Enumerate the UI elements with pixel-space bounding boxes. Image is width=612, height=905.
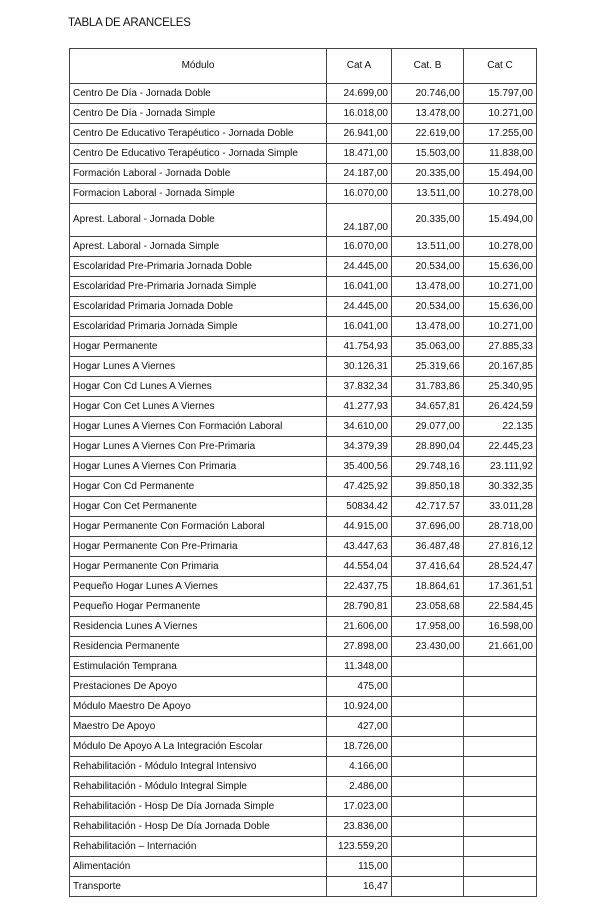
cell-cat-b: 23.430,00 [392,637,464,657]
cell-cat-a: 18.726,00 [327,737,392,757]
cell-modulo: Hogar Con Cet Lunes A Viernes [70,397,327,417]
cell-cat-a: 24.187,00 [327,164,392,184]
cell-cat-a: 18.471,00 [327,144,392,164]
cell-cat-a: 16.041,00 [327,277,392,297]
cell-modulo: Hogar Lunes A Viernes Con Primaria [70,457,327,477]
cell-cat-b: 17.958,00 [392,617,464,637]
cell-cat-b [392,857,464,877]
cell-modulo: Prestaciones De Apoyo [70,677,327,697]
cell-cat-c: 22.445,23 [464,437,537,457]
table-row [70,477,537,497]
cell-cat-a: 23.836,00 [327,817,392,837]
cell-cat-b: 28.890,04 [392,437,464,457]
cell-cat-c [464,677,537,697]
cell-cat-b [392,797,464,817]
table-row [70,517,537,537]
table-row [70,777,537,797]
cell-cat-a: 10.924,00 [327,697,392,717]
cell-cat-c [464,797,537,817]
cell-cat-c [464,777,537,797]
cell-cat-a: 34.610,00 [327,417,392,437]
table-row [70,144,537,164]
cell-cat-a: 34.379,39 [327,437,392,457]
cell-cat-a: 123.559,20 [327,837,392,857]
cell-cat-b: 20.746,00 [392,84,464,104]
cell-cat-b: 20.534,00 [392,257,464,277]
cell-modulo: Hogar Con Cd Permanente [70,477,327,497]
cell-cat-a: 4.166,00 [327,757,392,777]
cell-cat-a: 43.447,63 [327,537,392,557]
table-row [70,457,537,477]
cell-cat-c [464,837,537,857]
cell-modulo: Rehabilitación - Hosp De Día Jornada Simple [70,797,327,817]
cell-cat-a: 475,00 [327,677,392,697]
cell-modulo: Rehabilitación - Módulo Integral Simple [70,777,327,797]
cell-cat-a: 11.348,00 [327,657,392,677]
cell-modulo: Rehabilitación - Módulo Integral Intensivo [70,757,327,777]
cell-modulo: Hogar Permanente Con Pre-Primaria [70,537,327,557]
table-row [70,797,537,817]
cell-cat-b [392,837,464,857]
table-row [70,697,537,717]
cell-cat-a: 44.915,00 [327,517,392,537]
cell-cat-a: 35.400,56 [327,457,392,477]
table-row [70,337,537,357]
cell-cat-a: 37.832,34 [327,377,392,397]
cell-modulo: Hogar Permanente [70,337,327,357]
cell-cat-c [464,717,537,737]
cell-cat-b [392,737,464,757]
cell-cat-c: 30.332,35 [464,477,537,497]
cell-cat-c: 15.797,00 [464,84,537,104]
cell-cat-c: 23.111,92 [464,457,537,477]
cell-cat-a: 50834.42 [327,497,392,517]
cell-cat-b: 20.335,00 [392,164,464,184]
cell-cat-a: 30.126,31 [327,357,392,377]
cell-cat-b [392,817,464,837]
table-row [70,204,537,237]
cell-modulo: Rehabilitación - Hosp De Día Jornada Doble [70,817,327,837]
cell-cat-c: 11.838,00 [464,144,537,164]
cell-cat-a: 16,47 [327,877,392,897]
cell-cat-a: 16.018,00 [327,104,392,124]
cell-modulo: Residencia Lunes A Viernes [70,617,327,637]
cell-modulo: Escolaridad Primaria Jornada Doble [70,297,327,317]
cell-cat-b: 34.657,81 [392,397,464,417]
cell-cat-c: 33.011,28 [464,497,537,517]
cell-cat-b: 13.478,00 [392,317,464,337]
cell-modulo: Formacion Laboral - Jornada Simple [70,184,327,204]
cell-cat-a: 16.070,00 [327,237,392,257]
cell-cat-b [392,717,464,737]
cell-cat-b: 15.503,00 [392,144,464,164]
cell-cat-a: 16.041,00 [327,317,392,337]
cell-cat-b: 20.335,00 [392,204,464,237]
cell-modulo: Pequeño Hogar Permanente [70,597,327,617]
cell-cat-c: 22.135 [464,417,537,437]
cell-modulo: Residencia Permanente [70,637,327,657]
cell-cat-a: 2.486,00 [327,777,392,797]
cell-modulo: Módulo Maestro De Apoyo [70,697,327,717]
cell-modulo: Escolaridad Pre-Primaria Jornada Simple [70,277,327,297]
cell-modulo: Hogar Permanente Con Primaria [70,557,327,577]
cell-cat-a: 28.790,81 [327,597,392,617]
table-row [70,357,537,377]
cell-cat-b: 37.696,00 [392,517,464,537]
cell-cat-a: 44.554,04 [327,557,392,577]
table-row [70,184,537,204]
cell-modulo: Escolaridad Primaria Jornada Simple [70,317,327,337]
cell-cat-c: 28.718,00 [464,517,537,537]
cell-cat-c: 27.816,12 [464,537,537,557]
cell-cat-b [392,757,464,777]
column-header-cat-c: Cat C [464,49,537,84]
cell-cat-a: 47.425,92 [327,477,392,497]
cell-modulo: Maestro De Apoyo [70,717,327,737]
cell-cat-c: 22.584,45 [464,597,537,617]
cell-cat-b: 23.058,68 [392,597,464,617]
table-row [70,757,537,777]
cell-cat-a: 24.187,00 [327,204,392,237]
table-row [70,617,537,637]
cell-cat-b: 13.478,00 [392,104,464,124]
table-row [70,104,537,124]
cell-cat-b: 18.864,61 [392,577,464,597]
table-row [70,597,537,617]
cell-cat-a: 22.437,75 [327,577,392,597]
table-row [70,557,537,577]
cell-modulo: Escolaridad Pre-Primaria Jornada Doble [70,257,327,277]
cell-cat-c: 21.661,00 [464,637,537,657]
cell-cat-b: 29.748,16 [392,457,464,477]
column-header-modulo: Módulo [70,49,327,84]
table-header-row [70,49,537,84]
aranceles-table [69,48,537,897]
cell-cat-a: 27.898,00 [327,637,392,657]
table-row [70,164,537,184]
cell-cat-c [464,737,537,757]
cell-cat-c: 16.598,00 [464,617,537,637]
cell-cat-c [464,857,537,877]
table-row [70,397,537,417]
cell-cat-c: 17.255,00 [464,124,537,144]
table-body [70,84,537,897]
cell-cat-a: 41.754,93 [327,337,392,357]
table-row [70,657,537,677]
cell-cat-c: 26.424,59 [464,397,537,417]
cell-cat-a: 17.023,00 [327,797,392,817]
cell-cat-c: 27.885,33 [464,337,537,357]
table-row [70,637,537,657]
cell-cat-a: 24.445,00 [327,297,392,317]
cell-modulo: Estimulación Temprana [70,657,327,677]
cell-modulo: Hogar Con Cet Permanente [70,497,327,517]
cell-cat-a: 427,00 [327,717,392,737]
cell-modulo: Hogar Lunes A Viernes Con Formación Laboral [70,417,327,437]
cell-modulo: Rehabilitación – Internación [70,837,327,857]
cell-cat-c: 10.278,00 [464,237,537,257]
cell-cat-c: 28.524,47 [464,557,537,577]
cell-modulo: Centro De Educativo Terapéutico - Jornada Simple [70,144,327,164]
cell-cat-c: 10.271,00 [464,317,537,337]
cell-cat-b [392,877,464,897]
cell-cat-b: 22.619,00 [392,124,464,144]
cell-cat-b [392,697,464,717]
cell-modulo: Hogar Lunes A Viernes [70,357,327,377]
table-row [70,737,537,757]
cell-cat-b: 13.511,00 [392,184,464,204]
table-row [70,124,537,144]
cell-cat-b [392,777,464,797]
cell-modulo: Alimentación [70,857,327,877]
cell-cat-c [464,657,537,677]
cell-cat-a: 26.941,00 [327,124,392,144]
table-row [70,417,537,437]
cell-modulo: Aprest. Laboral - Jornada Simple [70,237,327,257]
cell-modulo: Hogar Permanente Con Formación Laboral [70,517,327,537]
cell-cat-b: 39.850,18 [392,477,464,497]
cell-cat-b: 13.478,00 [392,277,464,297]
cell-cat-c: 10.278,00 [464,184,537,204]
table-row [70,257,537,277]
table-row [70,297,537,317]
cell-cat-c: 17.361,51 [464,577,537,597]
cell-cat-b: 20.534,00 [392,297,464,317]
table-row [70,817,537,837]
table-row [70,377,537,397]
page-title: TABLA DE ARANCELES [68,17,191,29]
cell-cat-b: 31.783,86 [392,377,464,397]
cell-cat-c: 15.494,00 [464,164,537,184]
cell-cat-c: 25.340,95 [464,377,537,397]
cell-cat-b [392,677,464,697]
table-row [70,84,537,104]
cell-modulo: Centro De Educativo Terapéutico - Jornada Doble [70,124,327,144]
cell-cat-c: 15.636,00 [464,257,537,277]
cell-cat-b: 13.511,00 [392,237,464,257]
cell-cat-a: 16.070,00 [327,184,392,204]
cell-cat-b: 25.319,66 [392,357,464,377]
cell-cat-a: 21.606,00 [327,617,392,637]
cell-cat-b: 37.416,64 [392,557,464,577]
cell-cat-c: 20.167,85 [464,357,537,377]
cell-cat-c [464,757,537,777]
cell-modulo: Centro De Día - Jornada Doble [70,84,327,104]
cell-modulo: Aprest. Laboral - Jornada Doble [70,204,327,237]
table-row [70,237,537,257]
table-row [70,497,537,517]
cell-cat-b: 42.717.57 [392,497,464,517]
cell-cat-c [464,697,537,717]
cell-modulo: Transporte [70,877,327,897]
table-row [70,537,537,557]
table-row [70,837,537,857]
cell-cat-c: 15.636,00 [464,297,537,317]
cell-modulo: Formación Laboral - Jornada Doble [70,164,327,184]
table-row [70,317,537,337]
cell-cat-a: 24.445,00 [327,257,392,277]
cell-cat-c [464,817,537,837]
table-row [70,437,537,457]
cell-modulo: Hogar Con Cd Lunes A Viernes [70,377,327,397]
cell-cat-c: 10.271,00 [464,104,537,124]
table-row [70,857,537,877]
column-header-cat-a: Cat A [327,49,392,84]
cell-cat-b: 35.063,00 [392,337,464,357]
column-header-cat-b: Cat. B [392,49,464,84]
cell-cat-c: 10.271,00 [464,277,537,297]
table-row [70,577,537,597]
cell-cat-c: 15.494,00 [464,204,537,237]
table-row [70,277,537,297]
cell-cat-a: 115,00 [327,857,392,877]
table-row [70,877,537,897]
cell-modulo: Hogar Lunes A Viernes Con Pre-Primaria [70,437,327,457]
cell-modulo: Módulo De Apoyo A La Integración Escolar [70,737,327,757]
cell-cat-c [464,877,537,897]
cell-modulo: Centro De Día - Jornada Simple [70,104,327,124]
table-row [70,677,537,697]
table-row [70,717,537,737]
cell-cat-b: 29.077,00 [392,417,464,437]
cell-cat-a: 24.699,00 [327,84,392,104]
cell-cat-b [392,657,464,677]
cell-cat-a: 41.277,93 [327,397,392,417]
cell-cat-b: 36.487,48 [392,537,464,557]
cell-modulo: Pequeño Hogar Lunes A Viernes [70,577,327,597]
